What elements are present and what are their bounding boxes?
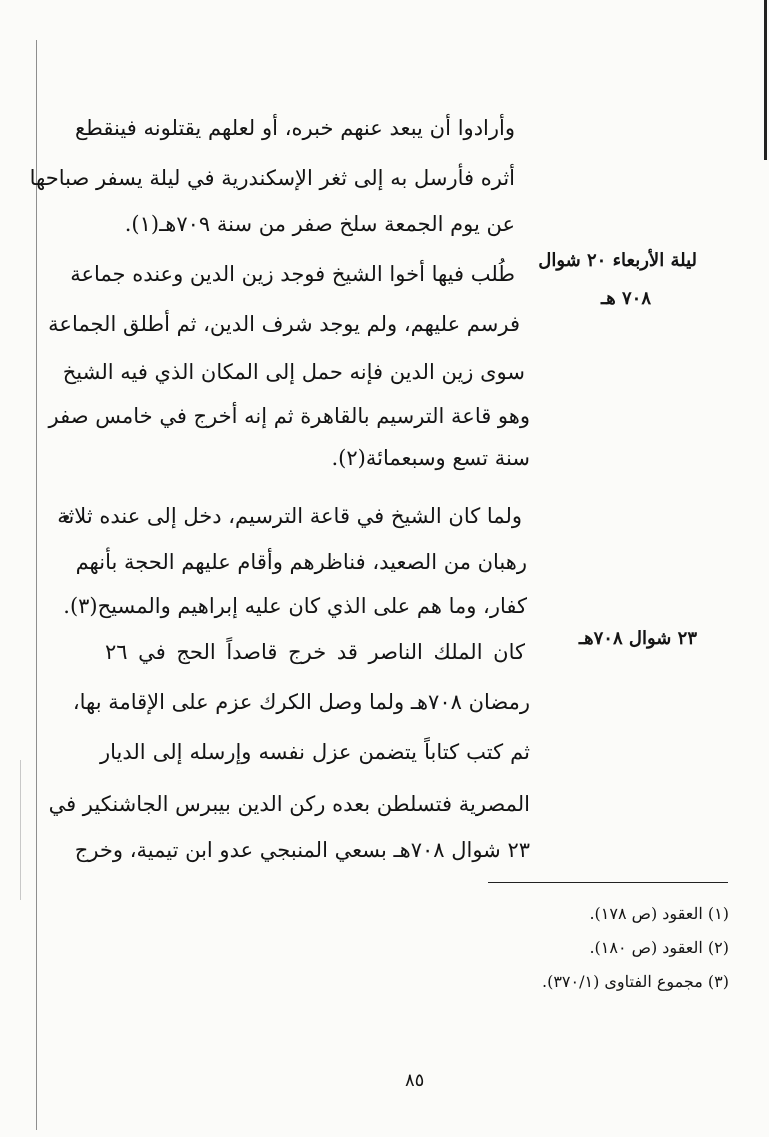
footnote-divider [488,882,728,883]
body-line: كان الملك الناصر قد خرج قاصداً الحج في ٢٦ [105,640,525,664]
margin-date-label: ٢٣ شوال ٧٠٨هـ [578,628,697,649]
page-number: ٨٥ [405,1070,425,1091]
body-line: فرسم عليهم، ولم يوجد شرف الدين، ثم أطلق الجماعة [48,312,520,336]
body-line: ولما كان الشيخ في قاعة الترسيم، دخل إلى عنده ثلاثة [57,504,522,528]
body-line: عن يوم الجمعة سلخ صفر من سنة ٧٠٩هـ(١). [124,212,515,236]
margin-date-year: ٧٠٨ هـ [600,288,651,309]
body-line: ثم كتب كتاباً يتضمن عزل نفسه وإرسله إلى الديار [100,740,530,764]
footnote: (٣) مجموع الفتاوى (٣٧٠/١). [541,972,729,991]
body-line: وهو قاعة الترسيم بالقاهرة ثم إنه أخرج في خامس صفر [48,404,530,428]
body-line: وأرادوا أن يبعد عنهم خبره، أو لعلهم يقتلونه فينقطع [75,116,515,140]
body-line: طُلب فيها أخوا الشيخ فوجد زين الدين وعنده جماعة [70,262,515,286]
footnote: (١) العقود (ص ١٧٨). [589,904,729,923]
scan-mark [20,760,21,900]
body-line: المصرية فتسلطن بعده ركن الدين بيبرس الجاشنكير في [48,792,530,816]
body-line: أثره فأرسل به إلى ثغر الإسكندرية في ليلة يسفر صباحها [29,166,515,190]
body-line: رهبان من الصعيد، فناظرهم وأقام عليهم الحجة بأنهم [75,550,527,574]
body-line: كفار، وما هم على الذي كان عليه إبراهيم والمسيح(٣). [63,594,527,618]
body-line: سوى زين الدين فإنه حمل إلى المكان الذي فيه الشيخ [62,360,525,384]
scan-edge-right [764,0,767,160]
scan-edge-left [36,40,37,1130]
footnote: (٢) العقود (ص ١٨٠). [589,938,729,957]
body-line: رمضان ٧٠٨هـ ولما وصل الكرك عزم على الإقامة بها، [72,690,530,714]
body-line: سنة تسع وسبعمائة(٢). [331,446,530,470]
margin-date-label: ليلة الأربعاء ٢٠ شوال [538,250,697,271]
body-line: ٢٣ شوال ٧٠٨هـ بسعي المنبجي عدو ابن تيمية، وخرج [74,838,530,862]
